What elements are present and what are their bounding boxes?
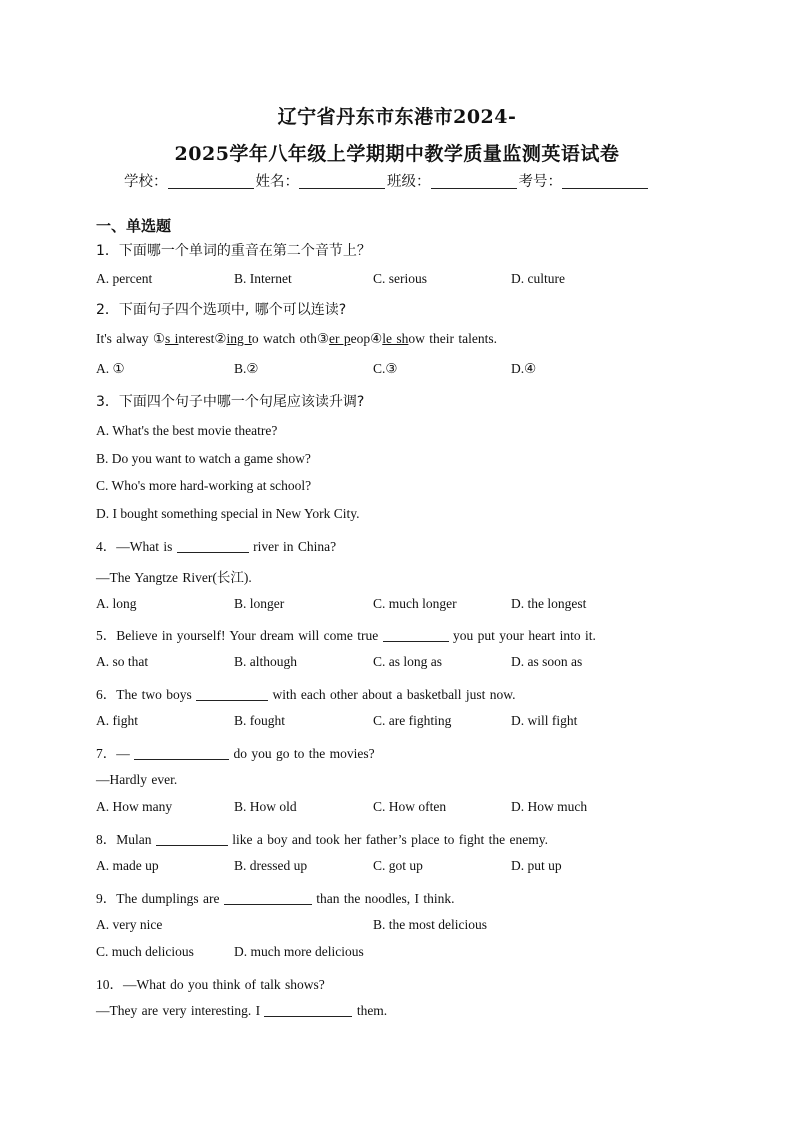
question-10-stem: 10．—What do you think of talk shows?	[96, 977, 325, 992]
reply-text: —They are very interesting. I	[96, 1003, 265, 1018]
stem-text: 5．Believe in yourself! Your dream will come true	[96, 628, 383, 643]
stem-text: 9．The dumplings are	[96, 891, 224, 906]
question-1-option-d[interactable]: D. culture	[511, 271, 565, 286]
question-9-option-c[interactable]: C. much delicious	[96, 944, 194, 959]
question-2-option-c[interactable]: C.③	[373, 361, 398, 376]
question-6-option-a[interactable]: A. fight	[96, 713, 138, 728]
question-8-option-c[interactable]: C. got up	[373, 858, 423, 873]
question-2-stem: 2．下面句子四个选项中, 哪个可以连读?	[96, 302, 347, 318]
question-1-stem: 1．下面哪一个单词的重音在第二个音节上？	[96, 243, 371, 259]
question-4-option-d[interactable]: D. the longest	[511, 596, 587, 611]
stem-text: 7．—	[96, 746, 135, 761]
answer-blank[interactable]	[264, 1003, 352, 1017]
question-2-option-b[interactable]: B.②	[234, 361, 259, 376]
answer-blank[interactable]	[177, 539, 249, 553]
question-6-option-d[interactable]: D. will fight	[511, 713, 578, 728]
question-9-option-a[interactable]: A. very nice	[96, 917, 163, 932]
stem-text: like a boy and took her father’s place to fight the enemy.	[227, 832, 549, 847]
class-label: 班级：	[387, 174, 431, 190]
stem-text: than the noodles, I think.	[311, 891, 455, 906]
marker-2: ②	[214, 331, 227, 346]
class-blank[interactable]	[431, 174, 517, 189]
question-3-stem: 3．下面四个句子中哪一个句尾应该读升调?	[96, 394, 365, 410]
question-1-option-c[interactable]: C. serious	[373, 271, 427, 286]
question-4-option-c[interactable]: C. much longer	[373, 596, 457, 611]
marker-3: ③	[316, 331, 330, 346]
stem-text: river in China?	[248, 539, 337, 554]
question-7-option-d[interactable]: D. How much	[511, 799, 588, 814]
question-9-option-b[interactable]: B. the most delicious	[373, 917, 487, 932]
question-9-option-d[interactable]: D. much more delicious	[234, 944, 364, 959]
question-6-stem	[96, 683, 516, 703]
section-heading: 一、单选题	[96, 217, 172, 235]
question-5-option-b[interactable]: B. although	[234, 654, 297, 669]
exam-number-blank[interactable]	[562, 174, 648, 189]
question-5-option-d[interactable]: D. as soon as	[511, 654, 583, 669]
sentence-part: It's alway	[96, 331, 153, 346]
marker-4: ④	[370, 331, 383, 346]
question-3-option-a[interactable]: A. What's the best movie theatre?	[96, 423, 278, 438]
question-4-option-a[interactable]: A. long	[96, 596, 137, 611]
question-1-option-a[interactable]: A. percent	[96, 271, 153, 286]
question-3-option-b[interactable]: B. Do you want to watch a game show?	[96, 451, 311, 466]
question-5-option-c[interactable]: C. as long as	[373, 654, 442, 669]
question-1-option-b[interactable]: B. Internet	[234, 271, 292, 286]
question-5-stem	[96, 624, 596, 644]
question-8-stem	[96, 828, 548, 848]
question-2-sentence	[96, 331, 497, 347]
sentence-part: ow their talents.	[408, 331, 497, 346]
question-6-option-c[interactable]: C. are fighting	[373, 713, 452, 728]
answer-blank[interactable]	[196, 687, 268, 701]
question-3-option-c[interactable]: C. Who's more hard-working at school?	[96, 478, 312, 493]
name-label: 姓名：	[255, 174, 299, 190]
stem-text: 4．—What is	[96, 539, 177, 554]
question-2-option-d[interactable]: D.④	[511, 361, 537, 376]
question-4-reply: —The Yangtze River(长江).	[96, 570, 252, 585]
question-7-stem	[96, 742, 375, 762]
question-7-option-c[interactable]: C. How often	[373, 799, 447, 814]
question-2-option-a[interactable]: A. ①	[96, 361, 125, 376]
question-5-option-a[interactable]: A. so that	[96, 654, 149, 669]
question-8-option-a[interactable]: A. made up	[96, 858, 159, 873]
answer-blank[interactable]	[383, 628, 449, 642]
linked-part-3: er p	[329, 331, 351, 346]
name-blank[interactable]	[299, 174, 385, 189]
school-blank[interactable]	[168, 174, 254, 189]
question-4-stem	[96, 535, 336, 555]
stem-text: with each other about a basketball just now.	[268, 687, 516, 702]
question-10-reply	[96, 1003, 387, 1019]
exam-title-line-1: 辽宁省丹东市东港市2024-	[277, 106, 517, 128]
exam-number-label: 考号：	[518, 174, 562, 190]
question-6-option-b[interactable]: B. fought	[234, 713, 286, 728]
student-info-row	[124, 170, 650, 191]
sentence-part: nterest	[178, 331, 215, 346]
sentence-part: o watch oth	[251, 331, 317, 346]
question-8-option-b[interactable]: B. dressed up	[234, 858, 308, 873]
question-8-option-d[interactable]: D. put up	[511, 858, 562, 873]
stem-text: 8．Mulan	[96, 832, 156, 847]
question-7-reply: —Hardly ever.	[96, 772, 178, 787]
answer-blank[interactable]	[134, 746, 229, 760]
answer-blank[interactable]	[224, 891, 312, 905]
stem-text: you put your heart into it.	[448, 628, 596, 643]
question-7-option-a[interactable]: A. How many	[96, 799, 173, 814]
stem-text: 6．The two boys	[96, 687, 197, 702]
linked-part-4: le sh	[382, 331, 409, 346]
exam-title-line-2: 2025学年八年级上学期期中教学质量监测英语试卷	[174, 143, 620, 165]
question-4-option-b[interactable]: B. longer	[234, 596, 285, 611]
marker-1: ①	[152, 331, 166, 346]
answer-blank[interactable]	[156, 832, 228, 846]
stem-text: do you go to the movies?	[229, 746, 375, 761]
question-7-option-b[interactable]: B. How old	[234, 799, 297, 814]
reply-text: them.	[352, 1003, 388, 1018]
school-label: 学校：	[124, 174, 168, 190]
question-3-option-d[interactable]: D. I bought something special in New York City.	[96, 506, 360, 521]
linked-part-1: s i	[165, 331, 179, 346]
linked-part-2: ing t	[226, 331, 252, 346]
sentence-part: eop	[350, 331, 371, 346]
question-9-stem	[96, 887, 454, 907]
